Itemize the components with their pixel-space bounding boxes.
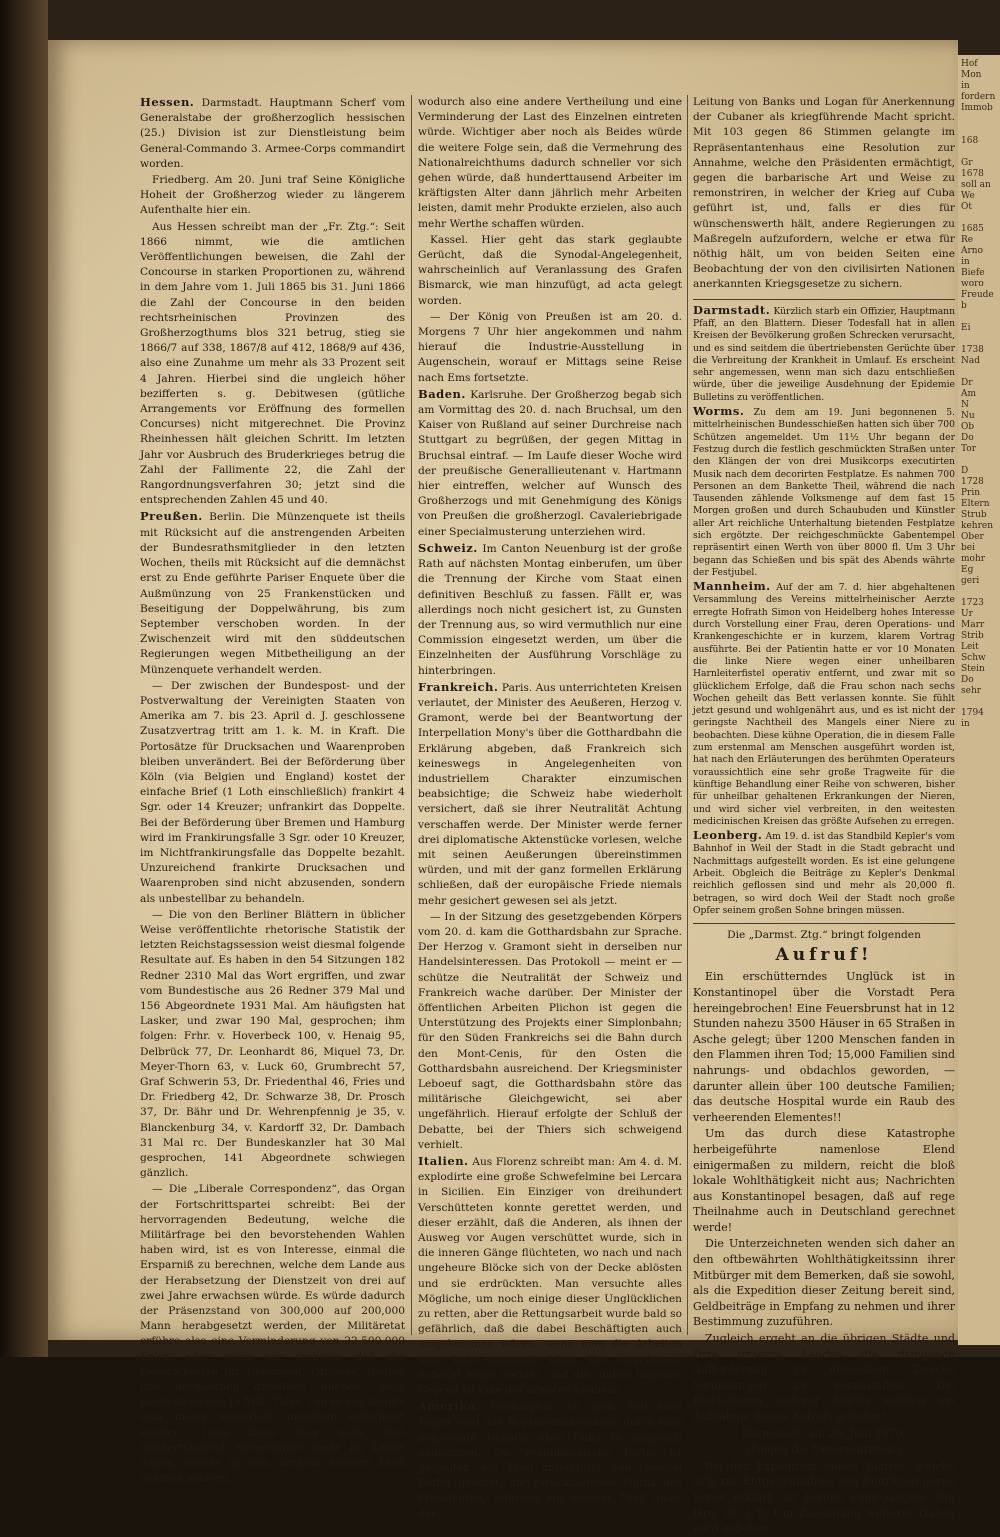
article-koenig: — Der König von Preußen ist am 20. d. Morgens 7 Uhr hier angekommen und nahm hierauf die Industrie-Ausstellung in Augenschein, worauf er Mittags seine Reise nach Ems fortsetzte.: [418, 310, 682, 384]
section-heading-italien: Italien.: [418, 1154, 469, 1169]
separator-line: [693, 299, 955, 300]
section-heading-frankreich: Frankreich.: [418, 679, 499, 694]
article-text: Aus Florenz schreibt man: Am 4. d. M. explodirte eine große Schwefelmine bei Lercara in Sicilien. Ein Einziger von dreihundert Verschütteten konnte gerettet werden, und dieser erzählt, daß die Anderen, als ihnen der Ausweg vor Augen verschüttet wurde, sich in die inneren Gänge flüchteten, wo nach und nach ungeheure Blöcke sich von der Decke ablösten und sie erdrückten. Man versuchte alles Mögliche, um noch einige dieser Unglücklichen zu retten, aber die Rettungsarbeit wurde bald so gefährlich, daß die dabei Beschäftigten auch umgekommen wären, wenn man die Arbeiten nicht bald eingestellt hätte. Der eingefallene Schacht heißt Sociale, und die umher liegende Gegend ist eine der ärmsten Siciliens.: [418, 1156, 682, 1397]
article-kassel: Kassel. Hier geht das stark geglaubte Gerücht, daß die Synodal-Angelegenheit, wahrscheinlich auf Veranlassung des Grafen Bismarck, wie man hinzufügt, ad acta gelegt worden.: [418, 233, 682, 307]
appeal-paragraph-4: Zugleich ergeht an die übrigen Städte und Orte unseres Landes die dringende Aufforderung, zu demselben Zwecke Sammlungen zu veranstalten! Die Redactionen anderer Blätter werden um Aufnahme dieses Aufrufs gebeten!!: [693, 1332, 955, 1424]
article-mannheim: [693, 580, 955, 828]
section-heading-schweiz: Schweiz.: [418, 540, 478, 555]
article-text: Paris. Aus unterrichteten Kreisen verlautet, der Minister des Aeußeren, Herzog v. Gramont, werde bei der Beantwortung der Interpellation Mony's über die Gotthardbahn die Erklärung abgeben, daß Frankreich sich keineswegs in Angelegenheiten von industriellem Charakter einzumischen beabsichtige; die Schweiz habe wiederholt versichert, daß sie ihrer Neutralität Achtung verschaffen werde. Der Minister werde ferner drei diplomatische Aktenstücke vorlesen, welche mit seinen Aeußerungen übereinstimmen würden, und mit der ganz formellen Erklärung schließen, daß der europäische Friede niemals mehr gesichert gewesen sei als jetzt.: [418, 681, 682, 907]
article-text: Im Canton Neuenburg ist der große Rath auf nächsten Montag einberufen, um über die Trennung der Kirche vom Staat einen definitiven Beschluß zu fassen. Fällt er, was allerdings noch nicht gesichert ist, zu Gunsten der Trennung aus, so wird vermuthlich nur eine Commission eingesetzt werden, um über die Einzelnheiten der Ausführung Vorschläge zu hinterbringen.: [418, 542, 682, 677]
article-frankreich-1: [418, 680, 682, 909]
column-2: [418, 95, 682, 1520]
adjacent-page-edge: [958, 55, 1000, 1345]
article-text: Auf der am 7. d. hier abgehaltenen Versammlung des Vereins mittelrheinischer Aerzte erregte Hofrath Simon von Heidelberg hohes Interesse durch Vorstellung einer Frau, deren Operations- und Krankengeschichte er in kurzem, klarem Vortrag ausführte. Bei der Patientin hatte er vor 10 Monaten die linke Niere wegen einer unheilbaren Harnleiterfistel operativ entfernt, und zwar mit so glücklichem Erfolge, daß die Frau schon nach sechs Wochen geheilt das Bett verlassen konnte. Sie fühlt jetzt gesund und wohlgenährt aus, und es ist nicht der geringste Nachtheil des Mangels einer Niere zu beobachten. Diese kühne Operation, die in diesem Falle zum erstenmal am Menschen ausgeführt worden ist, hat nach den Erläuterungen des berühmten Operateurs voraussichtlich eine sehr große Tragweite für die künftige Behandlung einer Reihe von schweren, bisher für unheilbar gehaltenen Erkrankungen der Nieren, und wird sicher viel verbreiten, in den weitesten medicinischen Kreisen das größte Aufsehen zu erregen.: [693, 582, 956, 827]
appeal-paragraph-5: Bei der Expedition dieses Blattes, welche sich zur Entgegennahme von Beiträgen gerne bereit erklärt, ist bereits eingegangen: Von Hrn. St. 1 fl. Um Zusendung weiterer Gaben wird gebeten.: [693, 1459, 955, 1536]
section-heading-darmstadt: Darmstadt.: [693, 302, 771, 317]
article-hessen-1: [140, 95, 405, 172]
section-heading-hessen: Hessen.: [140, 95, 195, 109]
section-heading-leonberg: Leonberg.: [693, 828, 763, 843]
section-heading-preussen: Preußen.: [140, 509, 203, 524]
column-rule-1: [411, 95, 412, 1335]
article-continuation: wodurch also eine andere Vertheilung und eine Verminderung der Last des Einzelnen eintreten würde. Wichtiger aber noch als Beides würde die weitere Folge sein, daß die Vermehrung des Nationalreichthums dadurch schneller vor sich gehen würde, daß hunderttausend Arbeiter im kräftigsten Alter dann jährlich mehr Arbeiten leisten, damit mehr Produkte erzielen, also auch mehr Werthe schaffen würden.: [418, 96, 682, 230]
article-text: Darmstadt. Hauptmann Scherf vom Generalstabe der großherzoglich hessischen (25.) Division ist zur Dienstleistung beim General-Commando 3. Armee-Corps commandirt worden.: [140, 97, 405, 170]
article-text: Karlsruhe. Der Großherzog begab sich am Vormittag des 20. d. nach Bruchsal, um den Kaiser von Rußland auf seiner Durchreise nach Stuttgart zu begrüßen, der gegen Mittag in Bruchsal eintraf. — Im Laufe dieser Woche wird der preußische Generallieutenant v. Hartmann hier eintreffen, welcher auf Wunsch des Großherzogs und mit Genehmigung des Königs von Preußen die großherzogl. Cavaleriebrigade einer Specialmusterung unterziehen wird.: [418, 388, 682, 538]
section-heading-baden: Baden.: [418, 386, 466, 401]
column-3: [693, 95, 956, 1536]
article-darmstadt: [693, 304, 955, 404]
column-1: [140, 95, 406, 1485]
article-preussen-2: — Der zwischen der Bundespost- und der Postverwaltung der Vereinigten Staaten von Amerika am 7. bis 23. April d. J. geschlossene Zusatzvertrag tritt am 1. k. M. in Kraft. Die Portosätze für Drucksachen und Waarenproben bleiben unverändert. Bei der Beförderung über Köln (via Belgien und England) kostet der einfache Brief (1 Loth einschließlich) frankirt 4 Sgr. oder 14 Kreuzer; unfrankirt das Doppelte. Bei der Beförderung über Bremen und Hamburg wird im Frankirungsfalle 3 Sgr. oder 10 Kreuzer, im Nichtfrankirungsfalle das Doppelte bezahlt. Unzureichend frankirte Drucksachen und Waarenproben sind nicht abzusenden, sondern als unbestellbar zu behandeln.: [140, 679, 405, 905]
article-frankreich-2: — In der Sitzung des gesetzgebenden Körpers vom 20. d. kam die Gotthardsbahn zur Sprache. Der Herzog v. Gramont sieht in derselben nur Handelsinteressen. Das Protokoll — meint er — schütze die Neutralität der Schweiz und Frankreich wache darüber. Der Minister der öffentlichen Arbeiten Plichon ist gegen die Unterstützung des Projekts einer Simplonbahn; für den Süden Frankreichs sei die Bahn durch den Mont-Cenis, für den Osten die Gotthardsbahn ausreichend. Der Kriegsminister Leboeuf sagt, die Gotthardsbahn störe das militärische Gleichgewicht, sei aber ungefährlich. Hierauf erfolgte der Schluß der Debatte, bei der Thiers sich schweigend verhielt.: [418, 910, 682, 1151]
separator-line: [693, 923, 955, 924]
appeal-intro: Die „Darmst. Ztg.“ bringt folgenden: [727, 929, 921, 942]
column-rule-2: [687, 95, 688, 1335]
article-text: Zu dem am 19. Juni begonnenen 5. mittelrheinischen Bundesschießen hatten sich über 700 Schützen angemeldet. Um 11½ Uhr begann der Festzug durch die festlich geschmückten Straßen unter den Klängen der von drei Musikcorps executirten Musik nach dem decorirten Festplatze. Es nahmen 700 Personen an dem Bankette Theil, während die nach Tausenden zählende Volksmenge auf dem fast 15 Morgen großen und durch Schaubuden und Künstler aller Art reichliche Unterhaltung bietenden Festplatze sich ergötzte. Der reichgeschmückte Gabentempel repräsentirt einen Werth von über 8000 fl. Um 3 Uhr begann das Schießen und bis spät des Abends währte der Festjubel.: [693, 407, 956, 578]
article-worms: [693, 405, 955, 579]
article-schweiz: [418, 541, 682, 679]
article-text: Washington, 16. Juni. Seit zwei Tagen wird das Repräsentantenhaus durch eine aufgeregte Debatte über Cuba in Anspruch genommen. Die republikanische Partei ist gespalten; ein Theil unterstützt, von General Butler geleitet, die zurückhaltende Politik des Präsidenten, während ein anderer Theil unter der: [418, 1401, 682, 1520]
article-continuation: Leitung von Banks und Logan für Anerkennung der Cubaner als kriegführende Macht spricht. Mit 103 gegen 86 Stimmen gelangte im Repräsentantenhaus eine Resolution zur Annahme, welche den Präsidenten ermächtigt, gegen die barbarische Art und Weise zu remonstriren, in welcher der Krieg auf Cuba geführt ist, und, falls er dies für wünschenswerth hält, andere Regierungen zu Maßregeln aufzufordern, welche er etwa für nöthig hält, um von beiden Seiten eine Beobachtung der von den civilisirten Nationen anerkannten Kriegsgesetze zu sichern.: [693, 96, 955, 291]
section-heading-worms: Worms.: [693, 404, 745, 419]
appeal-notice: [693, 928, 955, 1537]
adjacent-page-fragments: Hof Mon in fordern Immob 168 Gr 1678 soll an We Ot 1685 Re Arno in Biefe woro Freude b Ei 1738 Nad Dr Am N Nu Ob Do Tor D 1728 Prin Eltern Strub kehren Ober bei mohr Eg geri 1723 Ur Marr Strib Leit Schw Stein Do sehr 1794 in: [961, 59, 996, 729]
article-italien: [418, 1154, 682, 1398]
book-binding: [0, 0, 48, 1357]
local-news-block: [693, 304, 955, 918]
appeal-paragraph-1: Ein erschütterndes Unglück ist in Konstantinopel über die Vorstadt Pera hereingebrochen! Eine Feuersbrunst hat in 12 Stunden nahezu 3500 Häuser in 65 Straßen in Asche gelegt; über 1200 Menschen fanden in den Flammen ihren Tod; 15,000 Familien sind nahrungs- und obdachlos geworden, — darunter allein über 100 deutsche Familien; das deutsche Hospital wurde ein Raub des verheerenden Elementes!!: [693, 970, 955, 1124]
article-amerika: [418, 1399, 682, 1522]
article-text: Berlin. Die Münzenquete ist theils mit Rücksicht auf die anstrengenden Arbeiten der Bundesrathsmitglieder in den letzten Wochen, theils mit Rücksicht auf die demnächst erst zu Ende geführte Pariser Enquete über die Außmünzung von 25 Frankenstücken und Beseitigung der Doppelwährung, bis zum September verschoben worden. In der Zwischenzeit wird mit den süddeutschen Regierungen wegen Mitbetheiligung an der Münzenquete verhandelt werden.: [140, 511, 406, 676]
appeal-title: Aufruf!: [775, 945, 873, 966]
section-heading-amerika: Amerika.: [418, 1399, 481, 1414]
article-preussen-3: — Die von den Berliner Blättern in üblicher Weise veröffentlichte rhetorische Statistik der letzten Reichstagssession weist diesmal folgende Resultate auf. Es haben in den 54 Sitzungen 182 Redner 2310 Mal das Wort ergriffen, und zwar vom Bundestische aus 26 Redner 379 Mal und 156 Abgeordnete 1931 Mal. Am häufigsten hat Lasker, und zwar 190 Mal, gesprochen; ihm folgen: Frhr. v. Hoverbeck 100, v. Henaig 95, Delbrück 77, Dr. Leonhardt 86, Miquel 73, Dr. Meyer-Thorn 63, v. Luck 60, Grumbrecht 57, Graf Schwerin 53, Dr. Friedenthal 46, Fries und Dr. Friedberg 42, Dr. Schwarze 38, Dr. Prosch 37, Dr. Bähr und Dr. Wehrenpfennig je 35, v. Blanckenburg 34, v. Kardorff 32, Dr. Dambach 31 Mal rc. Der Bundeskanzler hat 30 Mal gesprochen, 141 Abgeordnete schwiegen gänzlich.: [140, 908, 405, 1180]
article-text: Kürzlich starb ein Offizier, Hauptmann Pfaff, an den Blattern. Dieser Todesfall hat in allen Kreisen der Bevölkerung großen Schrecken verursacht, und es sind seitdem die übertriebensten Gerüchte über die Verbreitung der Krankheit in Umlauf. Es erscheint sehr angemessen, wenn man sich dazu entschließen würde, über die jeweilige Ausdehnung der Epidemie Bulletins zu veröffentlichen.: [693, 305, 956, 403]
appeal-paragraph-2: Um das durch diese Katastrophe herbeigeführte namenlose Elend einigermaßen zu mildern, reicht die bloß lokale Wohlthätigkeit nicht aus; Nachrichten aus Konstantinopel besagen, daß auf rege Theilnahme auch in Deutschland gerechnet werde!: [693, 1127, 955, 1234]
appeal-date: Darmstadt, am 20. Juni 1870.: [741, 1426, 907, 1440]
article-preussen-1: [140, 509, 405, 677]
article-leonberg: [693, 829, 955, 917]
appeal-paragraph-3: Die Unterzeichneten wenden sich daher an den oftbewährten Wohlthätigkeitssinn ihrer Mitbürger mit dem Bemerken, daß sie sowohl, als die Expedition dieser Zeitung bereit sind, Geldbeiträge in Empfang zu nehmen und ihrer Bestimmung zuzuführen.: [693, 1237, 955, 1329]
article-hessen-3: Aus Hessen schreibt man der „Fr. Ztg.“: Seit 1866 nimmt, wie die amtlichen Veröffentlichungen beweisen, die Zahl der Concourse in starken Proportionen zu, während in dem Jahre vom 1. Juli 1865 bis 31. Juni 1866 die Zahl der Concourse in den beiden rechtsrheinischen Provinzen des Großherzogthums blos 321 betrug, stieg sie 1866/7 auf 338, 1867/8 auf 412, 1868/9 auf 436, also eine Zunahme um mehr als 33 Prozent seit 4 Jahren. Hierbei sind die ungleich höher bezifferten s. g. Debitwesen (gütliche Arrangements vor Eröffnung des formellen Concurses) nicht mitgerechnet. Die Provinz Rheinhessen hält gleichen Schritt. Im letzten Jahr vor Ausbruch des Bruderkrieges betrug die Zahl der Fallimente 22, die Zahl der Rangordnungsverfahren 30; jetzt sind die entsprechenden Zahlen 45 und 40.: [140, 220, 405, 507]
article-baden: [418, 387, 682, 540]
appeal-signatures: (Folgen die Unterschriften.): [745, 1443, 903, 1457]
article-hessen-2: Friedberg. Am 20. Juni traf Seine Königliche Hoheit der Großherzog wieder zu längerem Aufenthalte hier ein.: [140, 174, 405, 217]
article-preussen-4: — Die „Liberale Correspondenz“, das Organ der Fortschrittspartei schreibt: Bei der hervorragenden Bedeutung, welche die Militärfrage bei den bevorstehenden Wahlen haben wird, ist es von Interesse, einmal die Ersparniß zu berechnen, welche dem Lande aus der Herabsetzung der Dienstzeit von drei auf zwei Jahre erwachsen würde. Es würde dadurch der Präsenzstand von 300,000 auf 200,000 Mann herabgesetzt werden, der Militäretat erführe also eine Verminderung von 22,500,000 Thlrn. oder wenn wir rechnen, daß die Generalkosten für Uebungen, Offiziere, Bauten und dergleichen dieselben blieben, doch mindestens von 15 Mill. Thlrn. Um so viel könnte also unsere Steuerlast unbedingt erleichtert werden. Dazu käme aber noch, daß hunderttausend Steuerzahler mehr im Lande wären, welche an den direkten Steuern Theil nehmen müßten,: [140, 1183, 405, 1485]
section-heading-mannheim: Mannheim.: [693, 579, 771, 594]
article-text: Am 19. d. ist das Standbild Kepler's vom Bahnhof in Weil der Stadt in die Stadt gebracht und Nachmittags aufgestellt worden. Es ist eine gelungene Arbeit. Obgleich die Beiträge zu Kepler's Denkmal reichlich geflossen sind und mehr als 20,000 fl. betragen, so wird doch Weil der Stadt noch große Opfer seinem großen Sohne bringen müssen.: [693, 831, 956, 916]
